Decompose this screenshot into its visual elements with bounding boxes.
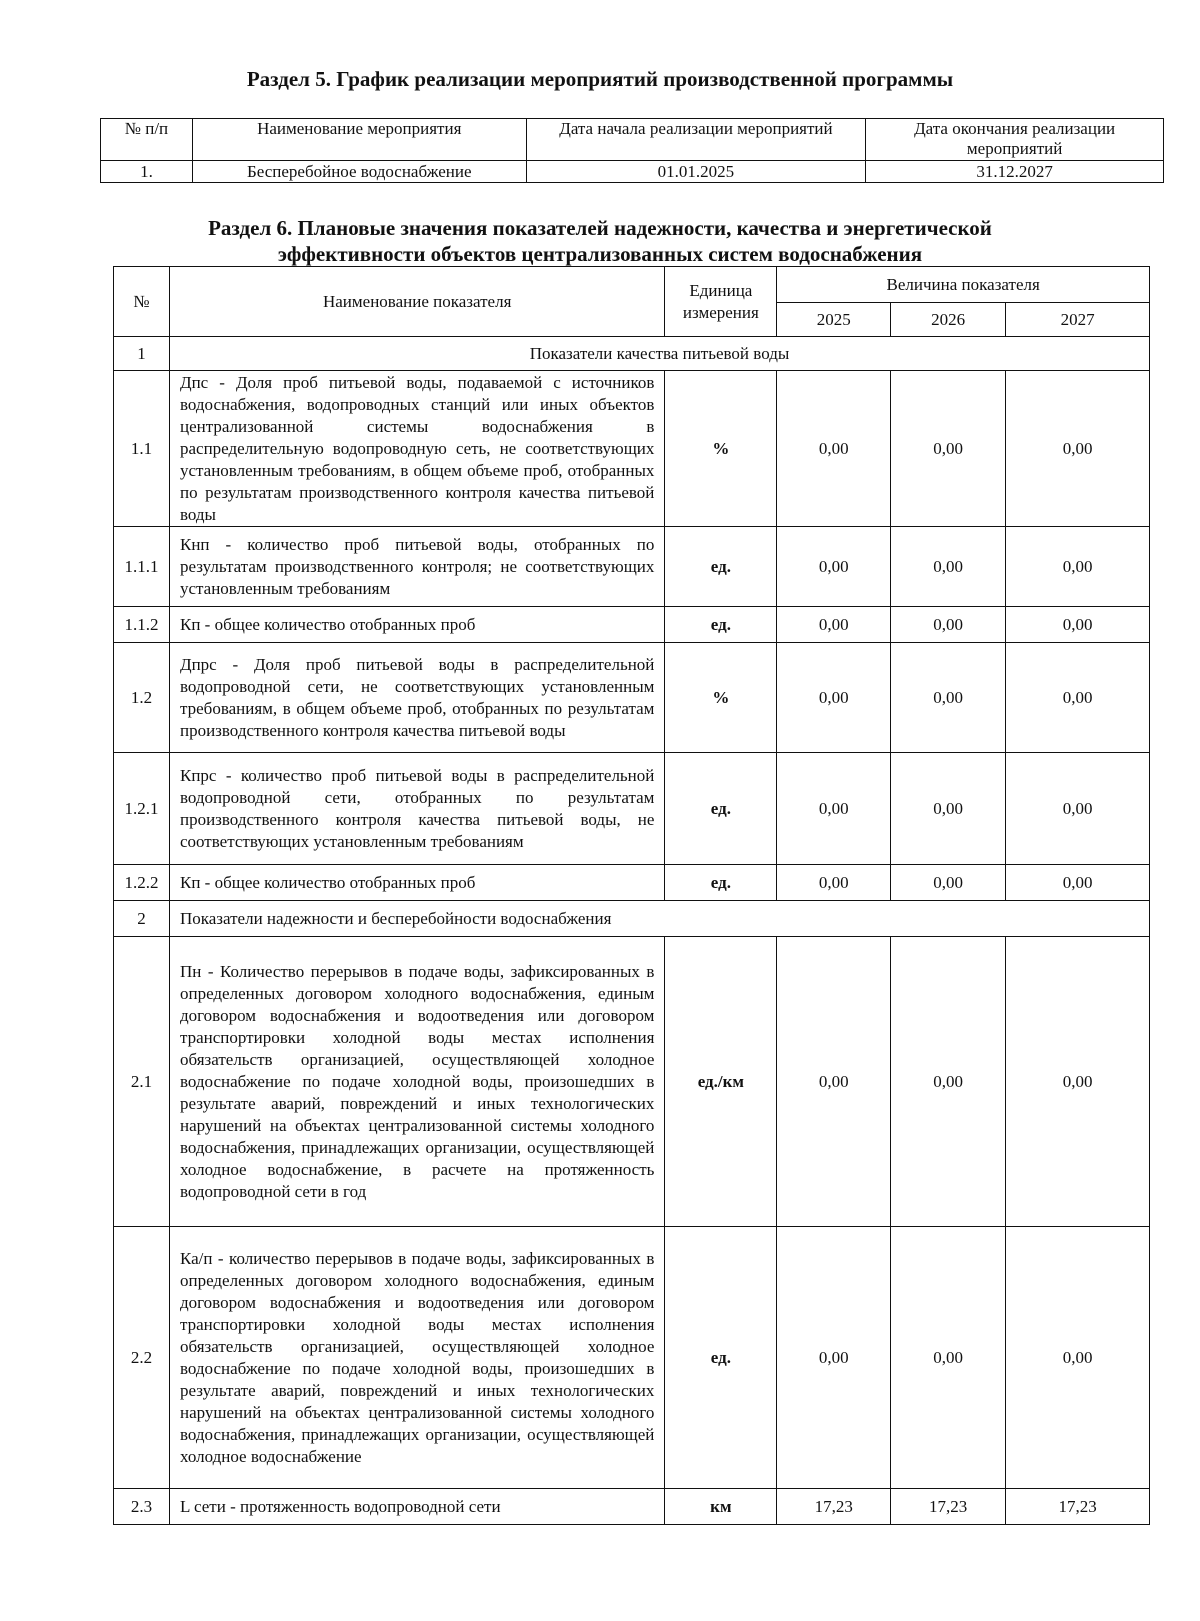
row-indicator: Кпрс - количество проб питьевой воды в распределительной водопроводной сети, отобранных по результатам производственного контроля качества питьевой воды, не соответствующих установленным требованиям [169, 753, 664, 865]
row-num: 2.3 [114, 1489, 170, 1525]
row-value-2026: 0,00 [891, 865, 1006, 901]
row-value-2025: 0,00 [777, 607, 891, 643]
header-value: Величина показателя [777, 267, 1150, 303]
group-row [114, 337, 1150, 371]
header-indicator-name: Наименование показателя [169, 267, 664, 337]
group-num: 2 [114, 901, 170, 937]
row-unit: ед. [665, 527, 777, 607]
header-end-date: Дата окончания реализации мероприятий [866, 119, 1164, 161]
row-value-2027: 0,00 [1006, 1227, 1150, 1489]
event-name: Бесперебойное водоснабжение [192, 161, 526, 183]
row-value-2026: 0,00 [891, 937, 1006, 1227]
row-unit: ед./км [665, 937, 777, 1227]
row-value-2026: 0,00 [891, 643, 1006, 753]
section6-title-line2: эффективности объектов централизованных систем водоснабжения [277, 242, 923, 266]
row-value-2025: 0,00 [777, 753, 891, 865]
schedule-table [100, 118, 1164, 183]
row-num: 2.2 [114, 1227, 170, 1489]
table-row [114, 753, 1150, 865]
row-value-2026: 17,23 [891, 1489, 1006, 1525]
indicators-table [113, 266, 1150, 1525]
row-value-2027: 0,00 [1006, 371, 1150, 527]
indicators-header-row [114, 267, 1150, 303]
table-row [114, 643, 1150, 753]
row-value-2025: 17,23 [777, 1489, 891, 1525]
row-value-2025: 0,00 [777, 527, 891, 607]
table-row [114, 527, 1150, 607]
row-num: 1.2 [114, 643, 170, 753]
row-num: 1.2.2 [114, 865, 170, 901]
row-unit: ед. [665, 753, 777, 865]
row-indicator: Дпрс - Доля проб питьевой воды в распределительной водопроводной сети, не соответствующих установленным требованиям, в общем объеме проб, отобранных по результатам производственного контроля качества питьевой воды [169, 643, 664, 753]
group-num: 1 [114, 337, 170, 371]
group-title: Показатели качества питьевой воды [169, 337, 1149, 371]
header-unit: Единица измерения [665, 267, 777, 337]
table-row [114, 1227, 1150, 1489]
header-num: № [114, 267, 170, 337]
header-start-date: Дата начала реализации мероприятий [526, 119, 866, 161]
table-row [114, 1489, 1150, 1525]
row-value-2026: 0,00 [891, 1227, 1006, 1489]
header-event-name: Наименование мероприятия [192, 119, 526, 161]
row-indicator: Дпс - Доля проб питьевой воды, подаваемой с источников водоснабжения, водопроводных станций или иных объектов централизованной системы водоснабжения в распределительную водопроводную сеть, не соответствующих установленным требованиям, в общем объеме проб, отобранных по результатам производственного контроля качества питьевой воды [169, 371, 664, 527]
group-title: Показатели надежности и бесперебойности водоснабжения [169, 901, 1149, 937]
row-value-2027: 0,00 [1006, 865, 1150, 901]
section6-title [0, 215, 1200, 267]
row-unit: км [665, 1489, 777, 1525]
row-value-2025: 0,00 [777, 1227, 891, 1489]
row-value-2026: 0,00 [891, 371, 1006, 527]
row-num: 1.1.2 [114, 607, 170, 643]
row-num: 1.1.1 [114, 527, 170, 607]
row-num: 1.1 [114, 371, 170, 527]
row-value-2027: 0,00 [1006, 753, 1150, 865]
row-unit: ед. [665, 607, 777, 643]
row-unit: % [665, 371, 777, 527]
row-indicator: L сети - протяженность водопроводной сети [169, 1489, 664, 1525]
group-row [114, 901, 1150, 937]
row-indicator: Кп - общее количество отобранных проб [169, 607, 664, 643]
row-value-2026: 0,00 [891, 753, 1006, 865]
header-year-2025: 2025 [777, 303, 891, 337]
row-value-2027: 0,00 [1006, 937, 1150, 1227]
schedule-row [101, 161, 1164, 183]
row-value-2025: 0,00 [777, 865, 891, 901]
row-value-2025: 0,00 [777, 643, 891, 753]
header-year-2026: 2026 [891, 303, 1006, 337]
schedule-header-row [101, 119, 1164, 161]
event-end: 31.12.2027 [866, 161, 1164, 183]
section6-title-line1: Раздел 6. Плановые значения показателей надежности, качества и энергетической [208, 216, 992, 240]
row-value-2025: 0,00 [777, 937, 891, 1227]
row-num: 1.2.1 [114, 753, 170, 865]
row-indicator: Пн - Количество перерывов в подаче воды, зафиксированных в определенных договором холодного водоснабжения, единым договором водоснабжения и водоотведения или договором транспортировки холодной воды местах исполнения обязательств организацией, осуществляющей холодное водоснабжение по подаче холодной воды, произошедших в результате аварий, повреждений и иных технологических нарушений на объектах централизованной системы холодного водоснабжения, принадлежащих организации, осуществляющей холодное водоснабжение, в расчете на протяженность водопроводной сети в год [169, 937, 664, 1227]
row-num: 2.1 [114, 937, 170, 1227]
row-indicator: Кнп - количество проб питьевой воды, отобранных по результатам производственного контроля; не соответствующих установленным требованиям [169, 527, 664, 607]
row-value-2025: 0,00 [777, 371, 891, 527]
section5-title: Раздел 5. График реализации мероприятий производственной программы [246, 67, 954, 91]
row-value-2026: 0,00 [891, 607, 1006, 643]
row-unit: ед. [665, 1227, 777, 1489]
table-row [114, 607, 1150, 643]
event-num: 1. [101, 161, 193, 183]
row-unit: % [665, 643, 777, 753]
header-num: № п/п [101, 119, 193, 161]
table-row [114, 865, 1150, 901]
table-row [114, 937, 1150, 1227]
row-value-2027: 17,23 [1006, 1489, 1150, 1525]
row-value-2027: 0,00 [1006, 607, 1150, 643]
header-year-2027: 2027 [1006, 303, 1150, 337]
row-unit: ед. [665, 865, 777, 901]
row-value-2027: 0,00 [1006, 527, 1150, 607]
row-indicator: Кп - общее количество отобранных проб [169, 865, 664, 901]
table-row [114, 371, 1150, 527]
event-start: 01.01.2025 [526, 161, 866, 183]
row-indicator: Ка/п - количество перерывов в подаче воды, зафиксированных в определенных договором холодного водоснабжения, единым договором водоснабжения и водоотведения или договором транспортировки холодной воды местах исполнения обязательств организацией, осуществляющей холодное водоснабжение по подаче холодной воды, произошедших в результате аварий, повреждений и иных технологических нарушений на объектах централизованной системы холодного водоснабжения, принадлежащих организации, осуществляющей холодное водоснабжение [169, 1227, 664, 1489]
row-value-2027: 0,00 [1006, 643, 1150, 753]
row-value-2026: 0,00 [891, 527, 1006, 607]
